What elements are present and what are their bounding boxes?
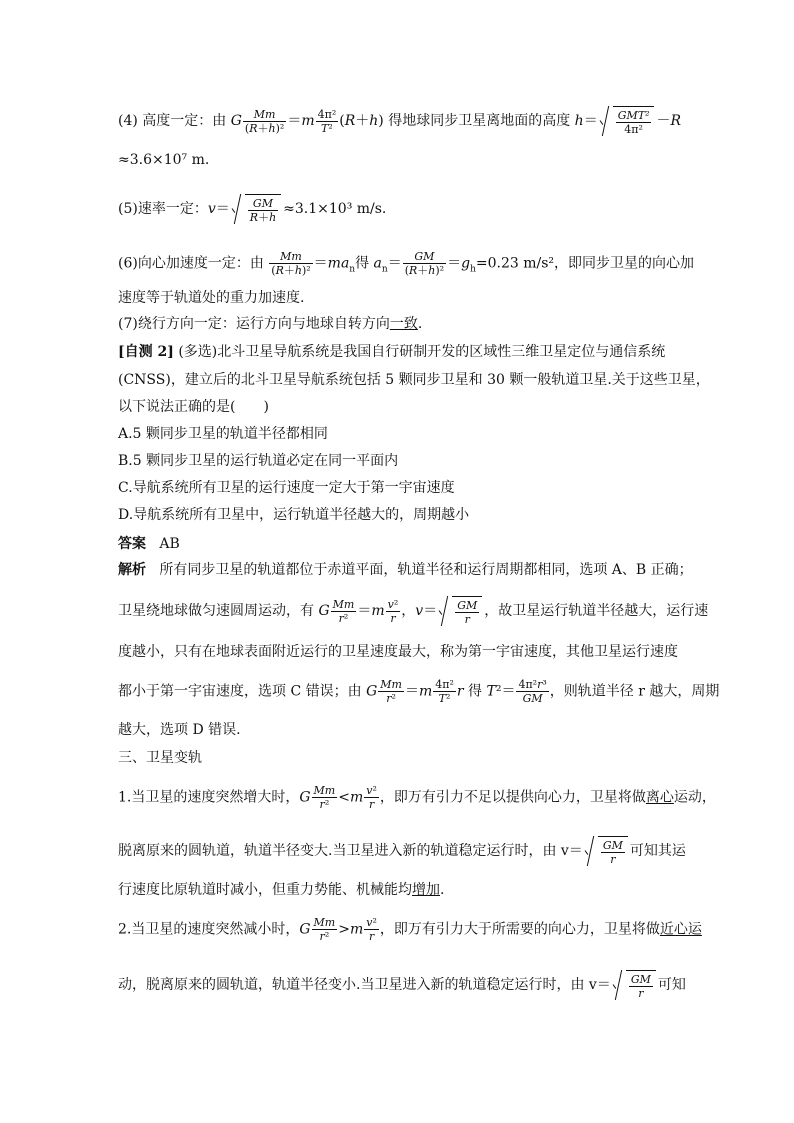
- analysis-line3: 度越小，只有在地球表面附近运行的卫星速度最大，称为第一宇宙速度，其他卫星运行速度: [118, 644, 678, 660]
- item-4-line: (4) 高度一定：由 G $\frac{Mm}{\text{(R＋h)²}}$ ＝m $\frac{\text{4π²}}{\text{T²}}$ (R＋h) 得地球同步卫星离地面的高度 h＝ $\frac{\text{GMT²}}{\text{4π²}}$ －R: [118, 107, 682, 136]
- answer-label: 答案: [118, 536, 146, 552]
- option-b: B.5 颗同步卫星的运行轨道必定在同一平面内: [118, 453, 399, 469]
- section-heading: 三、卫星变轨: [118, 750, 202, 766]
- paragraph-1-line1: 1.当卫星的速度突然增大时，G $\frac{Mm}{\text{r²}}$ <m $\frac{\text{v²}}{r}$ ，即万有引力不足以提供向心力，卫星将做离心运动，: [118, 784, 716, 811]
- paragraph-1-line2: 脱离原来的圆轨道，轨道半径变大.当卫星进入新的轨道稳定运行时，由 v＝ $\frac{GM}{r}$ 可知其运: [118, 836, 686, 866]
- item-4-result: ≈3.6×10⁷ m.: [118, 152, 210, 168]
- item-6-label: (6)向心加速度一定：由: [118, 255, 269, 272]
- item-6-line2: 速度等于轨道处的重力加速度.: [118, 290, 305, 306]
- exercise-line2: (CNSS)，建立后的北斗卫星导航系统包括 5 颗同步卫星和 30 颗一般轨道卫星.关于这些卫星，: [118, 372, 710, 388]
- item-5-line: (5)速率一定：v＝ $\frac{GM}{R+h}$ ≈3.1×10³ m/s.: [118, 194, 386, 224]
- item-4-mid: 得地球同步卫星离地面的高度: [383, 113, 575, 129]
- exercise-line1: [自测 2] (多选)北斗卫星导航系统是我国自行研制开发的区域性三维卫星定位与通信系统: [118, 344, 666, 360]
- analysis-label: 解析: [118, 562, 146, 578]
- answer-line: [118, 534, 180, 554]
- analysis-line1: 解析 所有同步卫星的轨道都位于赤道平面，轨道半径和运行周期都相同，选项 A、B 正确；: [118, 562, 693, 578]
- paragraph-2-line2: 动，脱离原来的圆轨道，轨道半径变小.当卫星进入新的轨道稳定运行时，由 v＝ $\frac{GM}{r}$ 可知: [118, 970, 686, 1000]
- answer-value: AB: [159, 536, 180, 552]
- exercise-line3: 以下说法正确的是( ): [118, 399, 269, 415]
- item-4-label: (4) 高度一定：由: [118, 113, 231, 129]
- item-7-underline: 一致: [389, 316, 418, 332]
- option-a: A.5 颗同步卫星的轨道半径都相同: [118, 426, 328, 442]
- analysis-line4: 都小于第一宇宙速度，选项 C 错误；由 G $\frac{Mm}{\text{r²}}$ ＝m $\frac{\text{4π²}}{\text{T²}}$ r 得 T²＝ $\frac{\text{4π²r³}}{GM}$ ，则轨道半径 r 越大，周期: [118, 678, 720, 705]
- item-5-label: (5)速率一定：: [118, 201, 208, 217]
- option-d: D.导航系统所有卫星中，运行轨道半径越大的，周期越小: [118, 507, 470, 523]
- item-6-end: =0.23 m/s²，即同步卫星的向心加: [475, 255, 695, 272]
- item-6-mid: 得: [355, 255, 374, 272]
- analysis-line2: 卫星绕地球做匀速圆周运动，有 G $\frac{Mm}{\text{r²}}$ ＝m $\frac{\text{v²}}{r}$ ，v＝ $\frac{GM}{r}$ ，故卫星运行轨道半径越大，运行速: [118, 597, 709, 626]
- analysis-line5: 越大，选项 D 错误.: [118, 722, 241, 738]
- item-5-approx: ≈3.1×10³ m/s.: [283, 201, 387, 217]
- sqrt-formula: $\frac{\text{GMT²}}{\text{4π²}}$: [600, 106, 655, 136]
- paragraph-1-line3: 行速度比原轨道时减小，但重力势能、机械能均增加.: [118, 882, 445, 898]
- exercise-tag: [自测 2]: [118, 344, 174, 360]
- item-7-line: (7)绕行方向一定：运行方向与地球自转方向一致.: [118, 316, 423, 332]
- item-6-line: (6)向心加速度一定：由 $\frac{Mm}{\text{(R＋h)²}}$ $=ma_n$得 $a_n=$ $\frac{GM}{\text{(R＋h)²}}$ $=g_h=0.23$ m/s²，即同步卫星的向心加: [118, 250, 695, 277]
- option-c: C.导航系统所有卫星的运行速度一定大于第一宇宙速度: [118, 480, 455, 496]
- paragraph-2-line1: 2.当卫星的速度突然减小时，G $\frac{Mm}{\text{r²}}$ >m $\frac{\text{v²}}{r}$ ，即万有引力大于所需要的向心力，卫星将做近心运: [118, 916, 702, 943]
- formula-fraction: $\frac{Mm}{\text{(R＋h)²}}$: [244, 107, 285, 135]
